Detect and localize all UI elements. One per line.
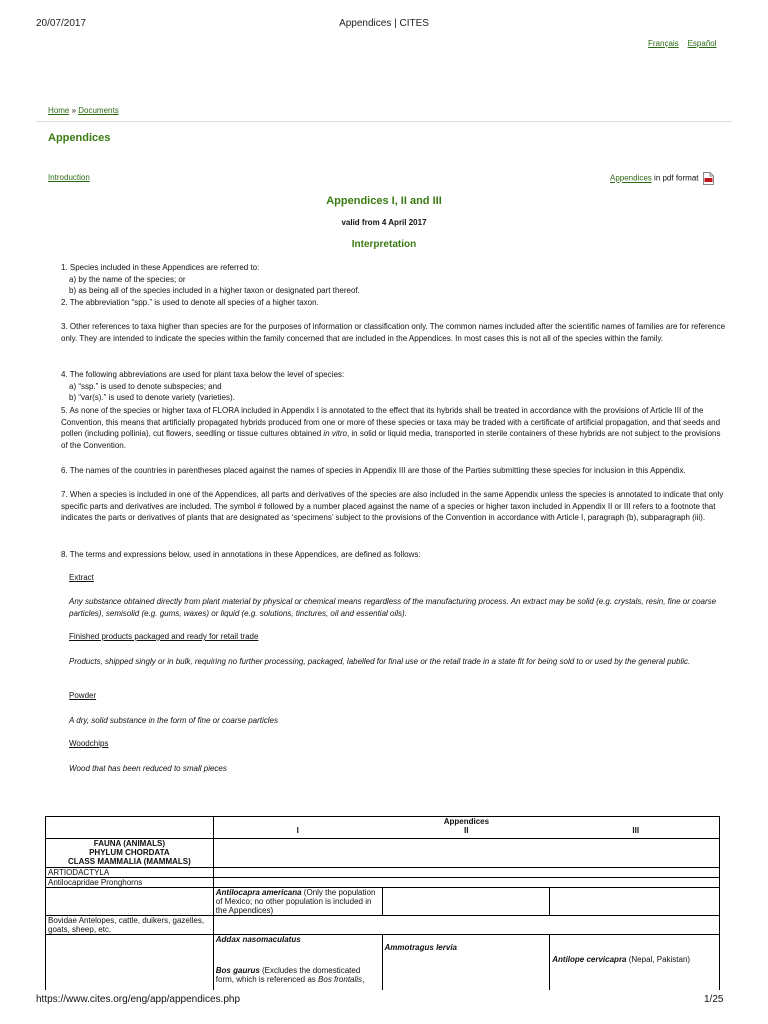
print-date: 20/07/2017: [36, 18, 87, 29]
table-row: [46, 868, 720, 878]
table-row: [46, 878, 720, 888]
pdf-link-suffix: in pdf format: [651, 173, 699, 183]
term-finished-products: Finished products packaged and ready for retail trade: [69, 632, 259, 641]
breadcrumb-documents[interactable]: Documents: [78, 106, 119, 115]
table-cell: [213, 839, 719, 868]
print-page-number: 1/25: [704, 994, 724, 1005]
table-cell: [213, 916, 719, 935]
table-cell: [213, 878, 719, 888]
interpretation-item-8: 8. The terms and expressions below, used in annotations in these Appendices, are defined as follows:: [61, 550, 421, 559]
term-powder: Powder: [69, 691, 97, 700]
appendices-header-cell: [213, 817, 719, 839]
column-header-ii: II: [464, 826, 469, 835]
fauna-header-cell: FAUNA (ANIMALS) PHYLUM CHORDATA CLASS MAMMALIA (MAMMALS): [46, 839, 214, 868]
interpretation-item-6: 6. The names of the countries in parentheses placed against the names of species in Appendix III are those of the Parties submitting these species for inclusion in this Appendix.: [61, 466, 686, 475]
divider: [36, 121, 732, 122]
pdf-icon[interactable]: [703, 172, 714, 185]
term-woodchips: Woodchips: [69, 739, 109, 748]
lang-link-spanish[interactable]: Español: [687, 39, 717, 48]
table-row: [46, 935, 720, 995]
family-cell: Antilocapridae Pronghorns: [46, 878, 214, 888]
term-extract: Extract: [69, 573, 94, 582]
table-row: [46, 839, 720, 868]
lang-link-french[interactable]: Français: [648, 39, 679, 48]
valid-from: valid from 4 April 2017: [341, 218, 427, 227]
species-cell: Antilope cervicapra (Nepal, Pakistan): [550, 935, 720, 995]
interpretation-item-5: 5. As none of the species or higher taxa of FLORA included in Appendix I is annotated to the effect that its hybrids shall be treated in accordance with the provisions of Article III of the Convention, this means that artificially propagated hybrids produced from one or more of these species or taxa may be traded with a certificate of artificial propagation, and that seeds and pollen (including pollinia), cut flowers, seedling or tissue cultures obtained in vitro, in solid or liquid media, transported in sterile containers of these hybrids are not subject to the provisions of the Convention.: [61, 406, 721, 450]
order-cell: ARTIODACTYLA: [46, 868, 214, 878]
family-cell: Bovidae Antelopes, cattle, duikers, gazelles, goats, sheep, etc.: [46, 916, 214, 935]
interpretation-item-1: 1. Species included in these Appendices are referred to: a) by the name of the species; or b) as being all of the species included in a higher taxon or designated part thereof. 2. The abbreviation “spp.” is used to denote all species of a higher taxon.: [61, 263, 360, 307]
breadcrumb-home[interactable]: Home: [48, 106, 70, 115]
table-cell: [382, 888, 550, 916]
print-title: Appendices | CITES: [339, 18, 429, 29]
appendices-table: [45, 816, 720, 995]
table-row: [46, 916, 720, 935]
interpretation-item-7: 7. When a species is included in one of the Appendices, all parts and derivatives of the species are also included in the same Appendix unless the species is annotated to indicate that only specific parts and derivatives are included. The symbol # followed by a number placed against the name of a species or higher taxon included in Appendix II or III refers to a footnote that indicates the parts or derivatives of plants that are designated as ‘specimens’ subject to the provisions of the Convention in accordance with Article I, paragraph (b), subparagraph (iii).: [61, 490, 724, 523]
main-heading: Appendices I, II and III: [326, 195, 442, 207]
definition-extract: Any substance obtained directly from plant material by physical or chemical means regardless of the manufacturing process. An extract may be solid (e.g. crystals, resin, fine or coarse particles), semisolid (e.g. gums, waxes) or liquid (e.g. solutions, tinctures, oil and essential oils).: [69, 597, 717, 618]
definition-woodchips: Wood that has been reduced to small pieces: [69, 764, 227, 773]
definition-finished-products: Products, shipped singly or in bulk, requiring no further processing, packaged, labelled for final use or the retail trade in a state fit for being sold to or used by the general public.: [69, 657, 691, 666]
breadcrumb: [48, 105, 119, 117]
species-cell: Ammotragus lervia: [382, 935, 550, 995]
table-header-row: [46, 817, 720, 839]
breadcrumb-separator: »: [69, 106, 79, 115]
interpretation-item-4: 4. The following abbreviations are used for plant taxa below the level of species: a) “ssp.” is used to denote subspecies; and b) “var(s).” is used to denote variety (varieties).: [61, 370, 345, 403]
interpretation-item-3: 3. Other references to taxa higher than species are for the purposes of information or classification only. The common names included after the scientific names of families are for reference only. They are intended to indicate the species within the family concerned that are included in the Appendices. In most cases this is not all of the species within the family.: [61, 322, 726, 343]
pdf-link[interactable]: Appendices: [610, 173, 652, 183]
table-cell: [46, 935, 214, 995]
species-cell: Antilocapra americana (Only the population of Mexico; no other population is included in the Appendices): [213, 888, 382, 916]
definition-powder: A dry, solid substance in the form of fine or coarse particles: [69, 716, 278, 725]
table-row: [46, 888, 720, 916]
interpretation-heading: Interpretation: [351, 239, 417, 250]
appendices-header-label: Appendices: [443, 817, 490, 826]
table-cell: [213, 868, 719, 878]
introduction-link[interactable]: Introduction: [48, 173, 90, 182]
column-header-iii: III: [632, 826, 640, 835]
pdf-link-row: [610, 172, 714, 185]
table-cell: [46, 888, 214, 916]
print-url: https://www.cites.org/eng/app/appendices.php: [36, 994, 241, 1005]
table-cell: [550, 888, 720, 916]
table-cell: [46, 817, 214, 839]
page-title: Appendices: [48, 132, 111, 144]
column-header-i: I: [296, 826, 299, 835]
species-cell: Addax nasomaculatus Bos gaurus (Excludes the domesticated form, which is referenced as Bos frontalis,: [213, 935, 382, 995]
